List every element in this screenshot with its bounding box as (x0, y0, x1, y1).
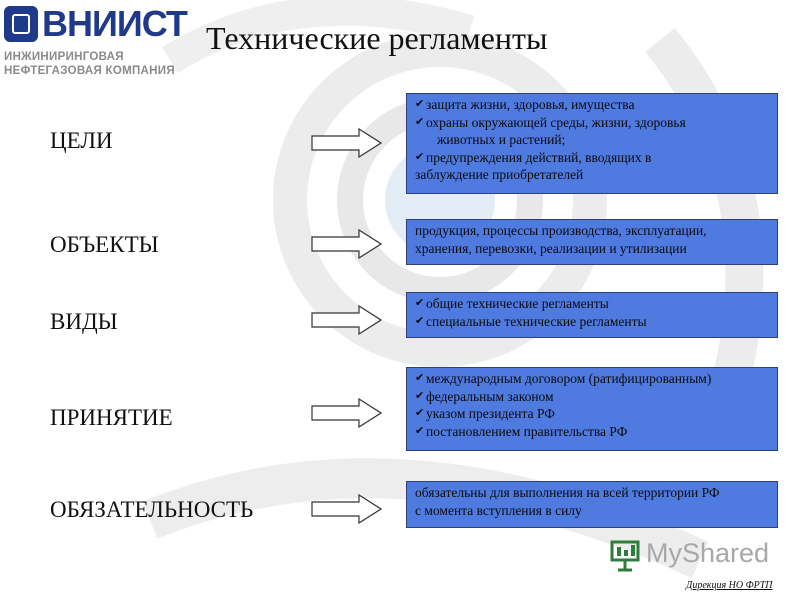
watermark-text: MyShared (646, 538, 770, 568)
box-line (415, 502, 771, 520)
box-line-text: охраны окружающей среды, жизни, здоровья (426, 114, 686, 130)
content-box-goals (406, 93, 778, 194)
box-line (415, 370, 771, 388)
box-line (415, 96, 771, 114)
row-label-objects: ОБЪЕКТЫ (50, 232, 159, 257)
row-label-mandatory: ОБЯЗАТЕЛЬНОСТЬ (50, 497, 254, 522)
arrow-right-icon (311, 229, 383, 259)
content-box-mandatory (406, 481, 778, 528)
box-line-text: с момента вступления в силу (415, 502, 582, 518)
checkmark-bullet-icon: ✔ (415, 372, 425, 384)
box-line-text: специальные технические регламенты (426, 313, 647, 329)
row-label-adoption: ПРИНЯТИЕ (50, 405, 173, 430)
checkmark-bullet-icon: ✔ (415, 150, 425, 163)
box-line-text: международным договором (ратифицированным) (426, 371, 712, 386)
box-line (415, 131, 771, 149)
box-line (415, 423, 771, 441)
logo-subtitle-line2: НЕФТЕГАЗОВАЯ КОМПАНИЯ (4, 65, 175, 77)
presentation-board-icon (608, 536, 644, 572)
content-box-objects (406, 219, 778, 265)
box-line (415, 405, 771, 423)
row-label-types: ВИДЫ (50, 309, 118, 334)
slide-title: Технические регламенты (206, 20, 548, 56)
arrow-right-icon (311, 305, 383, 335)
myshared-watermark (608, 536, 778, 572)
checkmark-bullet-icon: ✔ (415, 98, 425, 110)
box-line (415, 388, 771, 406)
logo-subtitle-line1: ИНЖИНИРИНГОВАЯ (4, 51, 124, 63)
box-line (415, 313, 771, 331)
box-line-text: животных и растений; (437, 132, 566, 147)
box-line (415, 295, 771, 313)
row-label-goals: ЦЕЛИ (50, 128, 113, 153)
box-line-text: заблуждение приобретателей (415, 167, 584, 182)
arrow-right-icon (311, 494, 383, 524)
checkmark-bullet-icon: ✔ (415, 424, 425, 437)
checkmark-bullet-icon: ✔ (415, 314, 425, 327)
box-line-text: постановлением правительства РФ (426, 423, 628, 439)
box-line-text: обязательны для выполнения на всей территории РФ (415, 485, 720, 500)
company-logo (4, 3, 187, 77)
box-line-text: указом президента РФ (426, 406, 555, 421)
checkmark-bullet-icon: ✔ (415, 389, 425, 402)
content-box-adoption (406, 367, 778, 451)
arrow-right-icon (311, 398, 383, 428)
box-line (415, 222, 771, 240)
box-line-text: общие технические регламенты (426, 296, 609, 311)
box-line-text: предупреждения действий, вводящих в (426, 149, 652, 165)
content-box-types (406, 292, 778, 338)
box-line (415, 166, 771, 184)
footer-credit: Дирекция НО ФРТП (686, 580, 773, 591)
box-line-text: защита жизни, здоровья, имущества (426, 97, 635, 112)
box-line (415, 484, 771, 502)
logo-emblem-icon (4, 6, 38, 42)
box-line-text: хранения, перевозки, реализации и утилизации (415, 240, 687, 256)
box-line (415, 240, 771, 258)
box-line (415, 149, 771, 167)
checkmark-bullet-icon: ✔ (415, 115, 425, 128)
checkmark-bullet-icon: ✔ (415, 407, 425, 419)
box-line-text: продукция, процессы производства, эксплуатации, (415, 223, 707, 238)
box-line (415, 114, 771, 132)
logo-name: ВНИИСТ (42, 3, 187, 44)
box-line-text: федеральным законом (426, 388, 554, 404)
checkmark-bullet-icon: ✔ (415, 297, 425, 309)
arrow-right-icon (311, 128, 383, 158)
